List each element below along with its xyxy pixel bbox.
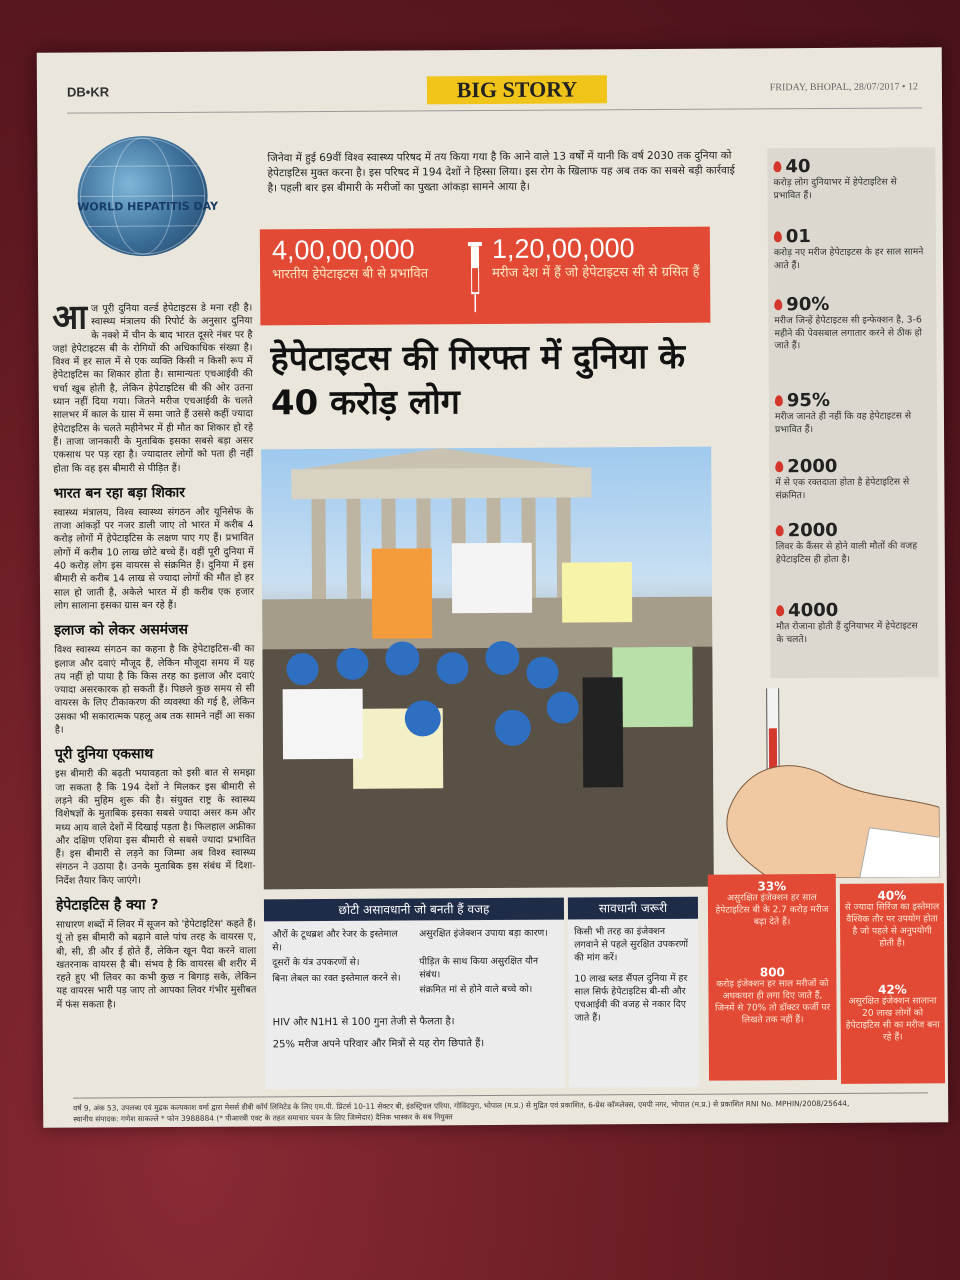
cause-item: पीड़ित के साथ किया असुरक्षित यौन संबंध। xyxy=(419,955,539,980)
causes-box xyxy=(264,898,565,1090)
cause-item: संक्रमित मां से होने वाले बच्चे को। xyxy=(419,983,533,996)
right-stat-text: में से एक रक्तदाता होता है हेपेटाइटिस से संक्रमित। xyxy=(775,476,910,501)
right-stat xyxy=(776,519,926,566)
newspaper-page xyxy=(37,47,949,1128)
stat-caption: भारतीय हेपेटाइटस बी से प्रभावित xyxy=(272,266,429,283)
subheading-treatment: इलाज को लेकर असमंजस xyxy=(54,622,189,639)
injection-stat-text: असुरक्षित इंजेक्शन सालाना 20 लाख लोगों को हेपेटाइटिस सी का मरीज बना रहे हैं। xyxy=(845,996,940,1043)
paragraph-world: इस बीमारी की बढ़ती भयावहता को इसी बात से समझा जा सकता है कि 194 देशों ने मिलकर इस बीमारी से लड़ने की मुहिम शुरू की है। संयुक्त राष्ट्र के स्वास्थ्य विशेषज्ञों के मुताबिक इसका सबसे ज्यादा असर कम और मध्य आय वाले देशों में दिखाई पड़ता है। फिलहाल अफ्रीका और दक्षिण एशिया इस बीमारी से सबसे ज्यादा प्रभावित हैं। इस बीमारी से लड़ने का जिम्मा अब विश्व स्वास्थ्य संगठन ने उठाया है। उनके मुताबिक इस संबंध में दिशा-निर्देश तैयार किए जाएंगे। xyxy=(55,767,256,887)
syringe-icon xyxy=(466,238,484,314)
injection-stat xyxy=(844,889,940,950)
main-headline: हेपेटाइटस की गिरफ्त में दुनिया के 40 करोड़ लोग xyxy=(270,336,686,424)
precaution-box xyxy=(568,897,699,1088)
injection-stat-text: असुरक्षित इंजेक्शन हर साल हेपेटाइटिस बी के 2.7 करोड़ मरीज बढ़ा देते हैं। xyxy=(715,893,829,928)
drop-cap: आ xyxy=(52,297,88,338)
precaution-item: 10 लाख ब्लड सैंपल दुनिया में हर साल सिर्फ हेपेटाइटिस बी-सी और एचआईवी की वजह से नकार दिए जाते हैं। xyxy=(574,972,688,1024)
stat-caption: मरीज देश में हैं जो हेपेटाइटस सी से ग्रसित हैं xyxy=(492,264,700,281)
paragraph-india: स्वास्थ्य मंत्रालय, विश्व स्वास्थ्य संगठन और यूनिसेफ के ताजा आंकड़ों पर नजर डाली जाए तो भारत में करीब 4 करोड़ लोगों में हेपेटाइटिस के लक्षण पाए गए हैं। प्रभावित लोगों में करीब 10 लाख छोटे बच्चे हैं। वहीं पूरी दुनिया में 40 करोड़ लोग इस वायरस से संक्रमित हैं। दुनिया में इस बीमारी से करीब 14 लाख से ज्यादा लोगों की मौत हो हर साल हो जाती है, अकेले भारत में ही करीब एक हजार लोग सालाना इसका ग्रास बन रहे हैं। xyxy=(53,506,255,612)
right-stat-number: 95% xyxy=(775,389,925,411)
right-stat-number: 2000 xyxy=(776,519,926,541)
fact-item: 25% मरीज अपने परिवार और मित्रों से यह रोग छिपाते हैं। xyxy=(272,1038,485,1051)
right-stat xyxy=(774,225,924,272)
right-stat-number: 90% xyxy=(774,293,924,315)
right-stat xyxy=(774,293,924,352)
paragraph-what-is: साधारण शब्दों में लिवर में सूजन को 'हेपेटाइटिस' कहते हैं। यूं तो इस बीमारी को बढ़ाने वाले पांच तरह के वायरस ए, बी, सी, डी और ई होते हैं, लेकिन खून पैदा करने वाला खतरनाक वायरस है बी। संभव है कि वायरस बी शरीर में रहते हुए भी लिवर का कभी कुछ न बिगाड़ सके, लेकिन यह वायरस भारी पड़ जाए तो आपका लिवर गंभीर मुसीबत में फंस सकता है। xyxy=(56,918,257,1011)
injection-stat-value: 33% xyxy=(757,879,787,894)
dateline: FRIDAY, BHOPAL, 28/07/2017 • 12 xyxy=(769,81,918,94)
right-stats-column xyxy=(767,147,938,678)
right-stat-text: मरीज जिन्हें हेपेटाइटस सी इन्फेक्शन है, 3-6 महीने की पेवसबाल लगातार करने से ठीक हो जाते हैं। xyxy=(774,314,922,352)
causes-title: छोटी असावधानी जो बनती हैं वजह xyxy=(264,898,564,922)
precaution-title: सावधानी जरूरी xyxy=(568,897,698,920)
world-hepatitis-day-label: WORLD HEPATITIS DAY xyxy=(77,199,219,214)
right-stat-text: मौत रोजाना होती हैं दुनियाभर में हेपेटाइटस के चलते। xyxy=(776,620,918,645)
right-stat-text: मरीज जानते ही नहीं कि वह हेपेटाइटस से प्रभावित हैं। xyxy=(774,410,912,435)
cause-item: औरों के टूथब्रश और रेजर के इस्तेमाल से। xyxy=(272,928,398,953)
left-column xyxy=(52,297,257,1011)
subheading-india: भारत बन रहा बड़ा शिकार xyxy=(53,484,186,502)
injection-stat-text: करोड़ इंजेक्शन हर साल मरीजों को अधकचरा ही लगा दिए जाते हैं, जिनमें से 70% तो डॉक्टर फर्जी पर लिखते तक नहीं हैं। xyxy=(714,978,831,1026)
fact-item: HIV और N1H1 से 100 गुना तेजी से फैलता है। xyxy=(272,1016,455,1029)
right-stat-text: करोड़ लोग दुनियाभर में हेपेटाइटिस से प्रभावित हैं। xyxy=(773,176,897,201)
section-title: BIG STORY xyxy=(427,75,607,104)
stat-banner xyxy=(260,227,711,326)
injection-stat-value: 40% xyxy=(877,888,907,903)
right-stat xyxy=(776,599,926,646)
intro-text: जिनेवा में हुई 69वीं विश्व स्वास्थ्य परिषद में तय किया गया है कि आने वाले 13 वर्षों में यानी कि वर्ष 2030 तक दुनिया को हेपेटाइटिस मुक्त करना है। इस परिषद में 194 देशों ने हिस्सा लिया। इस रोग के खिलाफ यह अब तक का सबसे बड़ी कार्रवाई है। पहली बार इस बीमारी के मरीजों का पुख्ता आंकड़ा सामने आया है। xyxy=(267,149,735,195)
paper-logo: DB•KR xyxy=(66,84,110,100)
imprint-line: स्थानीय संपादक: गणेश साकल्ले * फोन 3988884 (* पीआरबी एक्ट के तहत समाचार चयन के लिए जिम्मेदार) दैनिक भास्कर के सब नियुक्त xyxy=(73,1112,453,1124)
syringe-stats-box xyxy=(840,883,945,1084)
injection-stat xyxy=(714,966,830,1027)
stat-number: 4,00,00,000 xyxy=(271,234,415,266)
imprint-line: वर्ष 9, अंक 53, उपलब्ध एवं मुद्रक कल्पकाश वर्मा द्वारा मेसर्स डीबी कॉर्प लिमिटेड के लिए एम.पी. प्रिंटर्स 10-11 सेक्टर बी, इंडस्ट्रियल एरिया, गोविंदपुरा, भोपाल (म.प्र.) से मुद्रित एवं प्रकाशित, 6-प्रेस कॉम्प्लेक्स, एमपी नगर, भोपाल (म.प्र.) से प्रकाशित RNI No. MPHIN/2008/25644, xyxy=(73,1098,850,1113)
lead-paragraph: ज पूरी दुनिया वर्ल्ड हेपेटाइटस डे मना रही है। स्वास्थ्य मंत्रालय की रिपोर्ट के अनुसार दुनिया के नक्शे में चीन के बाद भारत दूसरे नंबर पर है जहां हेपेटाइटस बी के रोगियों की अधिकाधिक संख्या है। विश्व में हर साल में से एक व्यक्ति किसी न किसी रूप में हेपेटाइटिस का शिकार होता है। सामान्यतः एचआईवी की चर्चा खूब होती है, लेकिन हेपेटाइटिस बी की ओर उतना ध्यान नहीं दिया गया। जितने मरीज एचआईवी के चलते सालभर में काल के ग्रास में समा जाते हैं उससे कहीं ज्यादा हेपेटाइटिस के चलते महीनेभर में ही मौत का शिकार हो रहे हैं। ताजा जानकारी के मुताबिक इसका सबसे बड़ा असर एकसाथ पर पड़ रहा है। ज्यादातर लोगों को पता ही नहीं होता कि वह इस बीमारी से पीड़ित हैं। xyxy=(52,302,254,475)
precaution-item: किसी भी तरह का इंजेक्शन लगवाने से पहले सुरक्षित उपकरणों की मांग करें। xyxy=(574,925,689,964)
cause-item: असुरक्षित इंजेक्शन उपाया बड़ा कारण। xyxy=(419,927,548,940)
right-stat xyxy=(775,389,925,436)
injection-stat-value: 42% xyxy=(878,982,907,997)
paragraph-treatment: विश्व स्वास्थ्य संगठन का कहना है कि हेपेटाइटिस-बी का इलाज और दवाएं मौजूद हैं, लेकिन मौजूदा समय में यह तय नहीं हो पाया है कि किस तरह का इलाज और दवाएं ज्यादा असरकारक हो सकती हैं। पिछले कुछ समय से सी वायरस के लिए टीकाकरण की व्यवस्था की गई है, लेकिन उसका भी सकारात्मक पहलू अब तक सामने नहीं आ सका है। xyxy=(54,643,255,736)
injection-stat-text: से ज्यादा सिरिंज का इस्तेमाल वैश्विक तौर पर उपयोग होता है जो पहले से अनुपयोगी होती हैं। xyxy=(844,902,940,949)
right-stat xyxy=(773,155,923,202)
hand-with-syringe-illustration xyxy=(709,687,940,878)
subheading-what-is: हेपेटाइटिस है क्या ? xyxy=(55,897,159,914)
right-stat-text: करोड़ नए मरीज हेपेटाइटस के हर साल सामने आते हैं। xyxy=(773,246,924,271)
right-stat-number: 2000 xyxy=(775,455,925,477)
injection-stat xyxy=(714,880,830,929)
globe-icon xyxy=(77,136,208,257)
precaution-body xyxy=(568,919,699,1031)
page-header xyxy=(66,76,922,110)
right-stat xyxy=(775,455,925,502)
right-stat-number: 40 xyxy=(773,155,923,177)
cause-item: दूसरों के यंत्र उपकरणों से। xyxy=(272,956,360,969)
rally-photo xyxy=(261,447,714,890)
right-stat-text: लिवर के कैंसर से होने वाली मौतों की वजह हेपेटाइटिस ही होता है। xyxy=(775,540,918,565)
subheading-world: पूरी दुनिया एकसाथ xyxy=(54,746,154,763)
imprint-footer xyxy=(73,1092,928,1124)
injection-stat-value: 800 xyxy=(759,965,785,980)
injection-stats-box xyxy=(708,874,837,1081)
right-stat-number: 4000 xyxy=(776,599,926,621)
injection-stat xyxy=(844,983,940,1044)
stat-hepatitis-c xyxy=(492,233,707,282)
stat-hepatitis-b xyxy=(272,234,462,283)
cause-item: बिना लेबल का रक्त इस्तेमाल करने से। xyxy=(272,972,401,985)
stat-number: 1,20,00,000 xyxy=(491,233,635,264)
right-stat-number: 01 xyxy=(774,225,924,247)
